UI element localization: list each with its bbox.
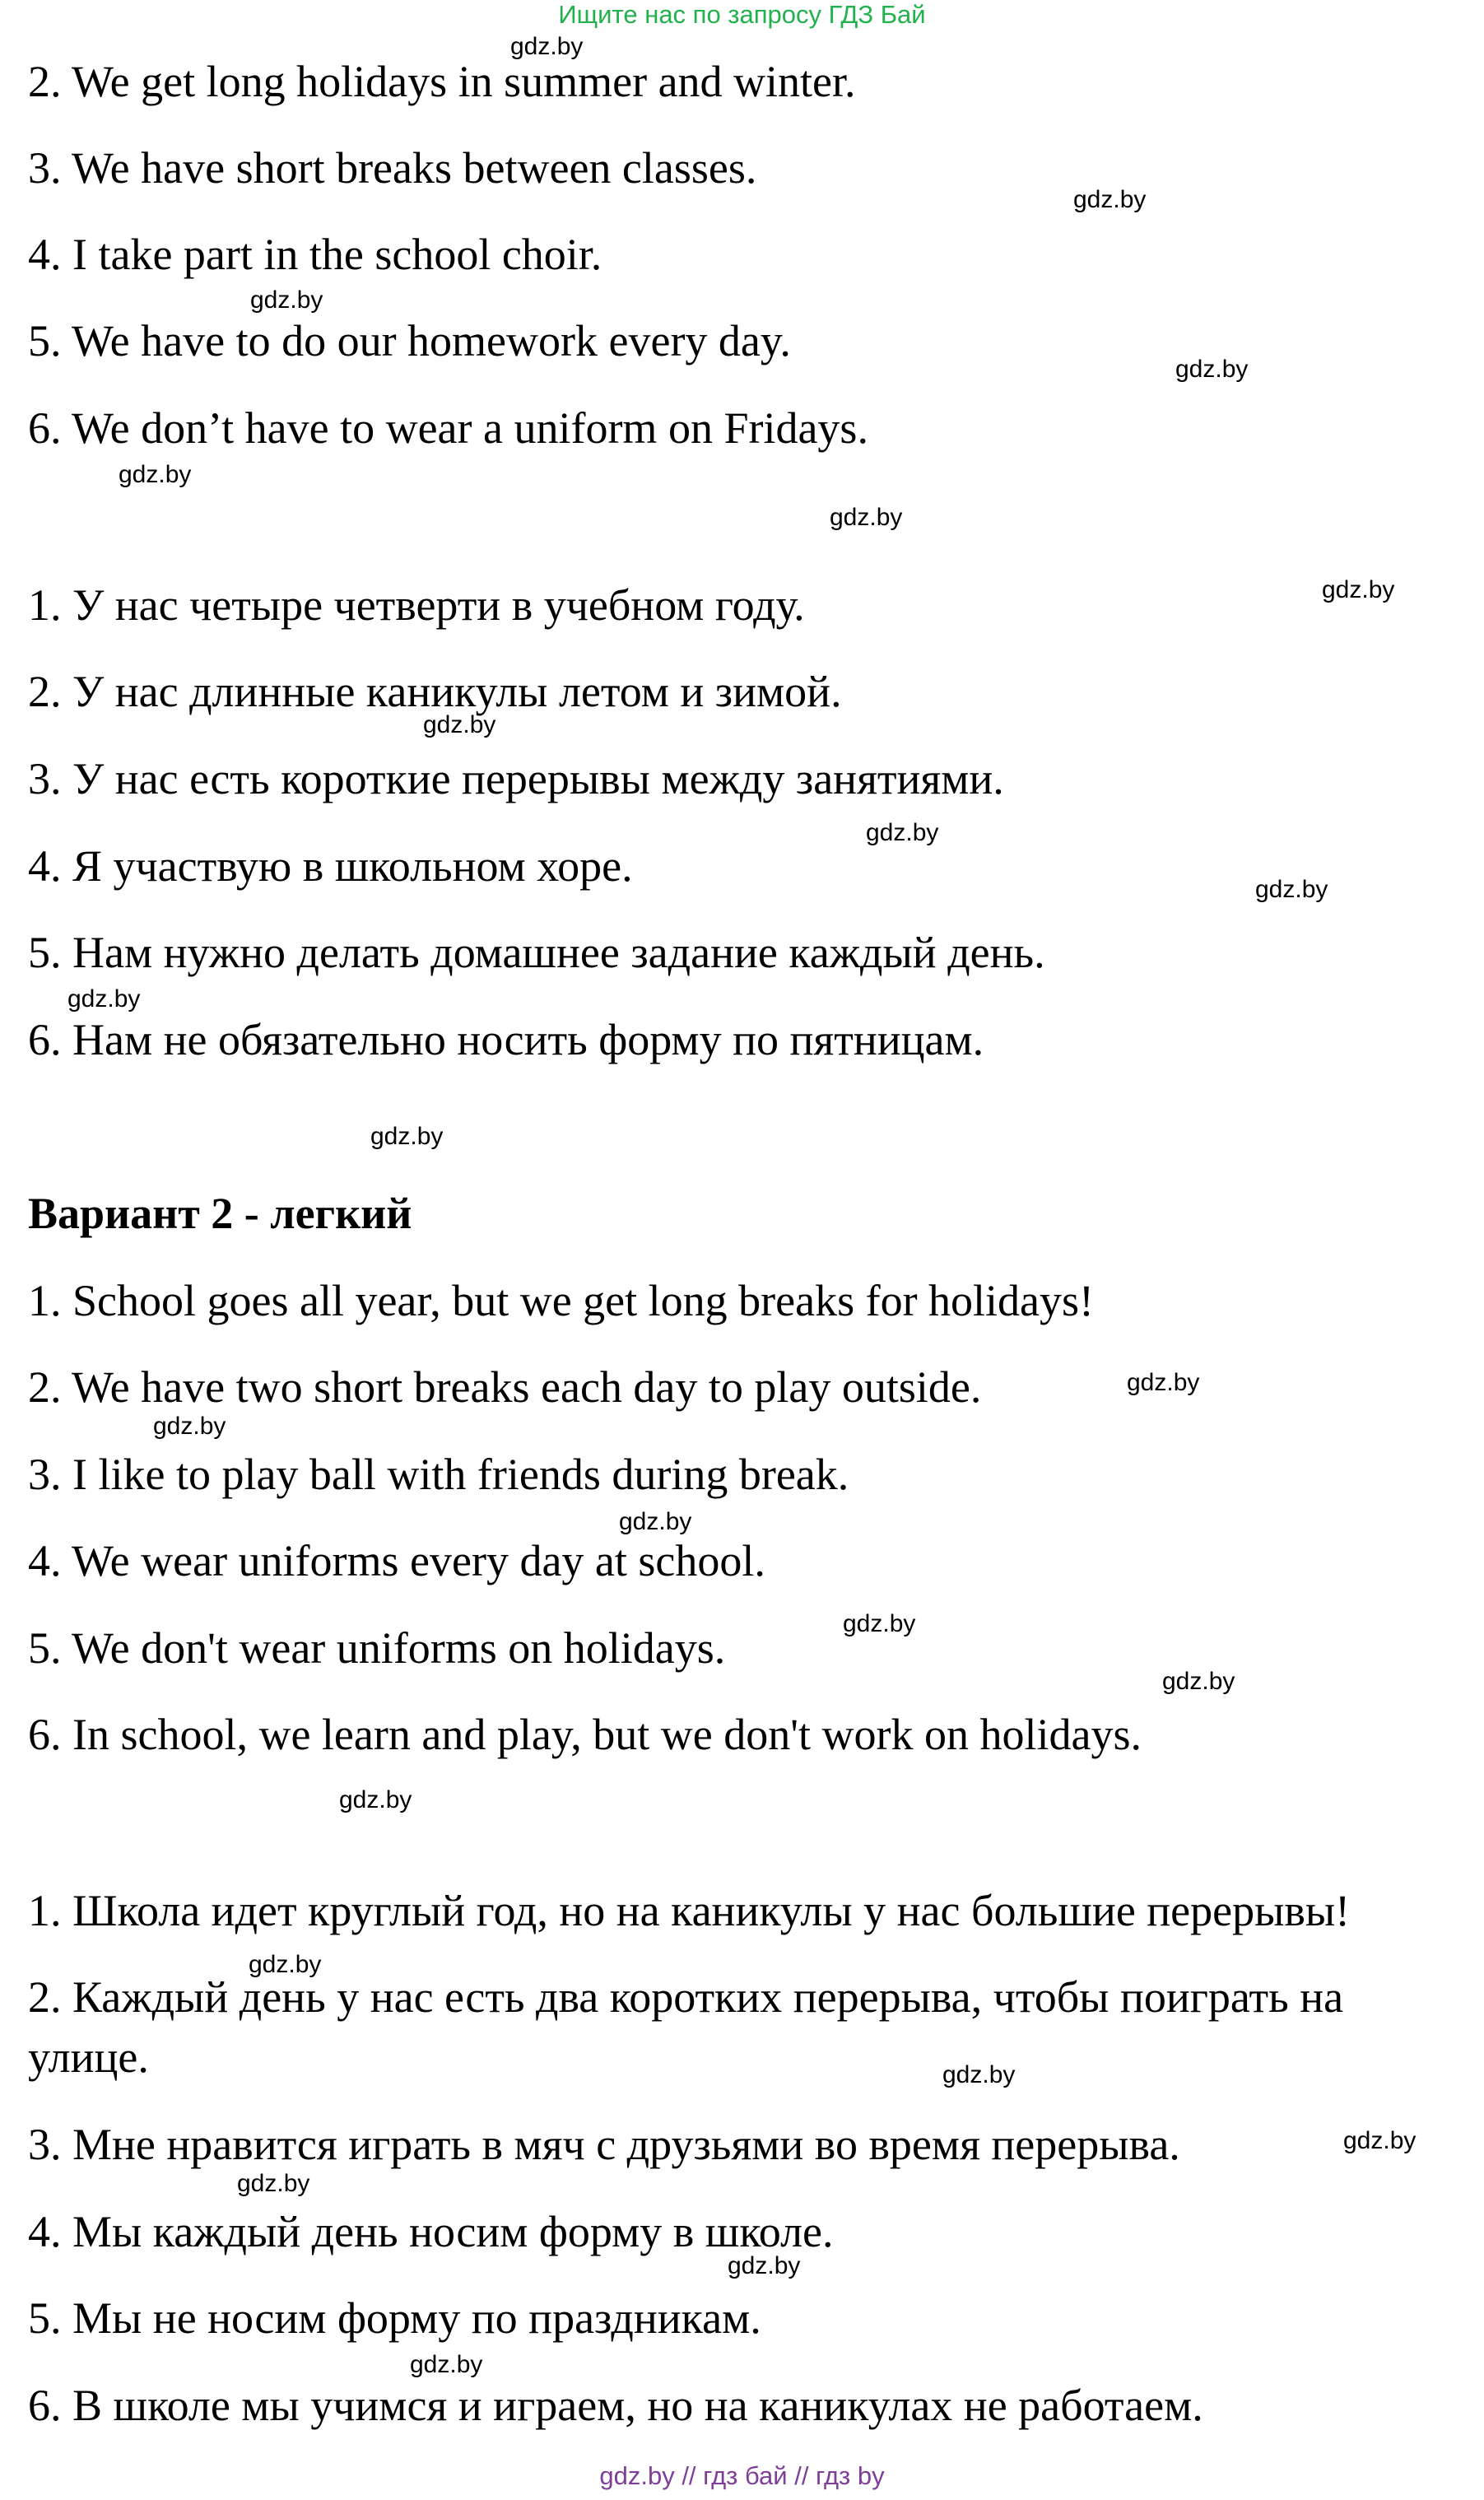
sentence-en-6: 6. We don’t have to wear a uniform on Fridays. [28,403,868,453]
watermark: gdz.by [423,711,496,738]
v2-sentence-en-4: 4. We wear uniforms every day at school. [28,1536,765,1585]
footer-links: gdz.by // гдз бай // гдз by [599,2461,885,2490]
top-banner: Ищите нас по запросу ГДЗ Бай [558,0,926,29]
sentence-en-3: 3. We have short breaks between classes. [28,143,757,193]
watermark: gdz.by [237,2170,310,2197]
variant-2-heading: Вариант 2 - легкий [28,1189,412,1238]
sentence-ru-5: 5. Нам нужно делать домашнее задание каждый день. [28,928,1045,977]
watermark: gdz.by [843,1610,916,1637]
v2-sentence-ru-3: 3. Мне нравится играть в мяч с друзьями во время перерыва. [28,2120,1180,2169]
watermark: gdz.by [619,1508,692,1535]
sentence-ru-2: 2. У нас длинные каникулы летом и зимой. [28,667,842,716]
watermark: gdz.by [250,286,323,314]
watermark: gdz.by [1322,576,1395,603]
watermark: gdz.by [67,985,141,1013]
sentence-ru-1: 1. У нас четыре четверти в учебном году. [28,580,805,630]
watermark: gdz.by [510,33,584,60]
v2-sentence-en-5: 5. We don't wear uniforms on holidays. [28,1623,726,1673]
watermark: gdz.by [249,1951,322,1978]
v2-sentence-en-1: 1. School goes all year, but we get long breaks for holidays! [28,1276,1095,1325]
watermark: gdz.by [1175,356,1249,383]
watermark: gdz.by [153,1413,226,1440]
watermark: gdz.by [1255,876,1328,903]
v2-sentence-ru-1: 1. Школа идет круглый год, но на каникулы у нас большие перерывы! [28,1886,1351,1935]
sentence-en-5: 5. We have to do our homework every day. [28,316,791,365]
watermark: gdz.by [339,1786,412,1813]
v2-sentence-en-6: 6. In school, we learn and play, but we don't work on holidays. [28,1710,1142,1759]
watermark: gdz.by [866,819,939,846]
v2-sentence-ru-6: 6. В школе мы учимся и играем, но на каникулах не работаем. [28,2381,1203,2430]
watermark: gdz.by [119,461,192,488]
v2-sentence-ru-2: 2. Каждый день у нас есть два коротких перерыва, чтобы поиграть на [28,1972,1344,2022]
watermark: gdz.by [1343,2127,1417,2154]
sentence-ru-6: 6. Нам не обязательно носить форму по пятницам. [28,1015,984,1064]
watermark: gdz.by [410,2351,483,2378]
watermark: gdz.by [728,2252,801,2279]
watermark: gdz.by [370,1123,444,1150]
sentence-en-4: 4. I take part in the school choir. [28,230,602,279]
v2-sentence-en-3: 3. I like to play ball with friends during break. [28,1450,849,1499]
watermark: gdz.by [830,504,903,531]
sentence-en-2: 2. We get long holidays in summer and winter. [28,57,856,106]
v2-sentence-ru-2-continued: улице. [28,2032,149,2082]
watermark: gdz.by [1162,1668,1235,1695]
sentence-ru-3: 3. У нас есть короткие перерывы между занятиями. [28,754,1004,803]
v2-sentence-en-2: 2. We have two short breaks each day to play outside. [28,1362,982,1412]
watermark: gdz.by [1127,1369,1200,1396]
watermark: gdz.by [942,2061,1016,2088]
watermark: gdz.by [1073,186,1147,213]
v2-sentence-ru-4: 4. Мы каждый день носим форму в школе. [28,2207,834,2256]
sentence-ru-4: 4. Я участвую в школьном хоре. [28,841,633,891]
v2-sentence-ru-5: 5. Мы не носим форму по праздникам. [28,2293,761,2343]
